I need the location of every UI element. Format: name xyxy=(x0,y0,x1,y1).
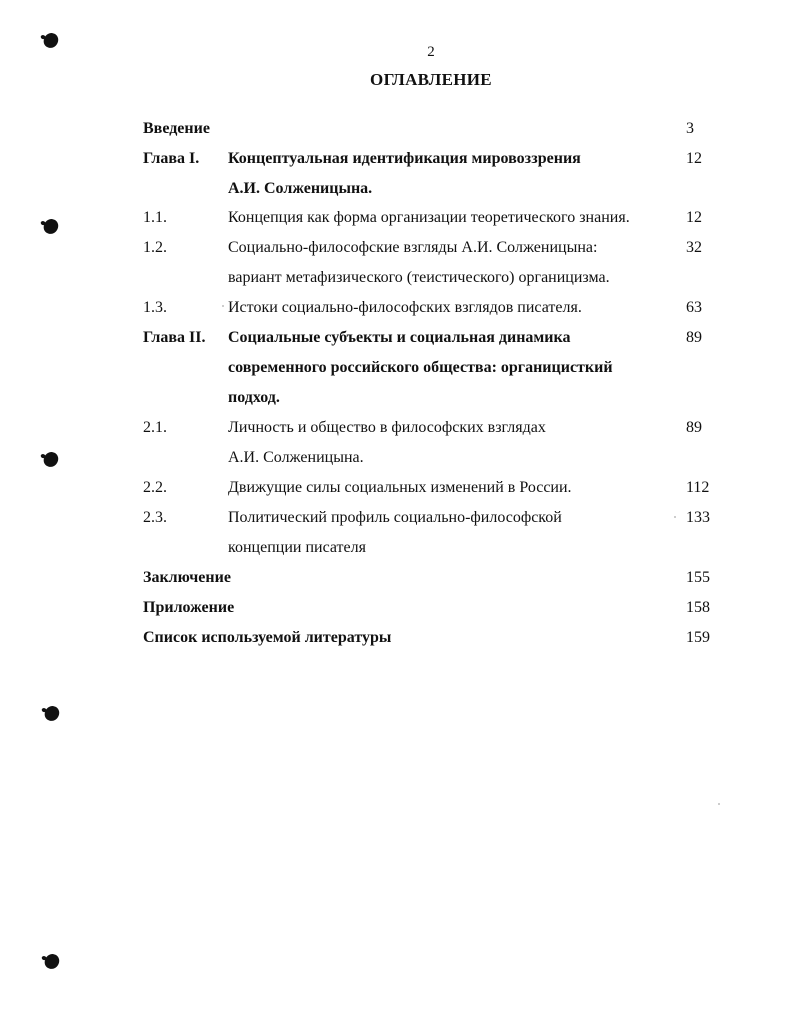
toc-entry-page: 63 xyxy=(686,299,702,316)
toc-entry-label: Глава I. xyxy=(143,150,200,167)
toc-entry-page: 133 xyxy=(686,509,710,526)
toc-entry-page: 89 xyxy=(686,419,702,436)
toc-entry-label: 1.3. xyxy=(143,299,167,316)
toc-entry-title: Социально-философские взгляды А.И. Солженицына: xyxy=(228,239,598,256)
toc-entry-label: 2.3. xyxy=(143,509,167,526)
toc-entry-page: 32 xyxy=(686,239,702,256)
toc-entry-page: 12 xyxy=(686,150,702,167)
toc-entry-page: 155 xyxy=(686,569,710,586)
scan-speck xyxy=(718,803,720,805)
toc-entry-title: Личность и общество в философских взглядах xyxy=(228,419,546,436)
toc-entry-label: 1.1. xyxy=(143,209,167,226)
toc-entry-label: Введение xyxy=(143,120,210,137)
toc-entry-label: Приложение xyxy=(143,599,235,616)
toc-entry-title: Движущие силы социальных изменений в России. xyxy=(228,479,572,496)
page-number: 2 xyxy=(427,44,435,60)
toc-entry-label: 2.2. xyxy=(143,479,167,496)
toc-entry-label: Список используемой литературы xyxy=(143,629,392,646)
toc-entry-title: А.И. Солженицына. xyxy=(228,180,373,197)
toc-entry-title: Социальные субъекты и социальная динамика xyxy=(228,329,571,346)
toc-entry-label: Глава II. xyxy=(143,329,206,346)
toc-entry-page: 112 xyxy=(686,479,710,496)
toc-entry-title: Политический профиль социально-философской xyxy=(228,509,562,526)
toc-entry-page: 159 xyxy=(686,629,710,646)
scan-speck xyxy=(674,516,676,518)
toc-entry-title: подход. xyxy=(228,389,280,406)
toc-entry-title: А.И. Солженицына. xyxy=(228,449,364,466)
toc-entry-page: 12 xyxy=(686,209,702,226)
toc-entry-page: 89 xyxy=(686,329,702,346)
toc-entry-title: Концептуальная идентификация мировоззрения xyxy=(228,150,581,167)
toc-entry-label: 1.2. xyxy=(143,239,167,256)
page-title: ОГЛАВЛЕНИЕ xyxy=(370,70,492,89)
toc-entry-title: Истоки социально-философских взглядов писателя. xyxy=(228,299,582,316)
toc-entry-title: концепции писателя xyxy=(228,539,366,556)
toc-entry-title: Концепция как форма организации теоретического знания. xyxy=(228,209,630,226)
toc-entry-title: вариант метафизического (теистического) органицизма. xyxy=(228,269,610,286)
scan-speck xyxy=(222,305,224,307)
toc-entry-label: 2.1. xyxy=(143,419,167,436)
toc-entry-title: современного российского общества: органицисткий xyxy=(228,359,613,376)
toc-entry-label: Заключение xyxy=(143,569,231,586)
toc-entry-page: 158 xyxy=(686,599,710,616)
toc-entry-page: 3 xyxy=(686,120,694,137)
